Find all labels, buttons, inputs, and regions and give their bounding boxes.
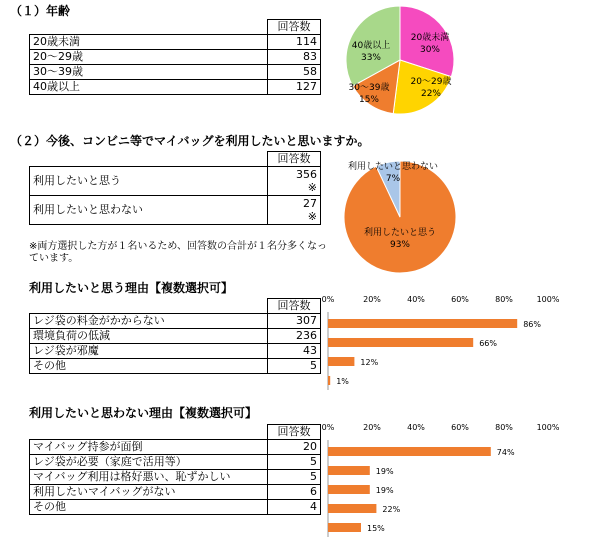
q2-row-value: 27 — [303, 197, 317, 210]
x-tick-label: 0% — [321, 423, 335, 432]
table-row — [30, 344, 321, 359]
bar-value-label: 86% — [523, 320, 541, 329]
q2-row-mark: ※ — [307, 210, 317, 223]
x-tick-label: 20% — [363, 295, 381, 304]
q4-header: 回答数 — [268, 425, 321, 440]
table-row — [30, 485, 321, 500]
q3-row-value: 5 — [268, 359, 321, 374]
table-row — [30, 455, 321, 470]
q2-row-value: 356 — [296, 168, 317, 181]
reasons-yes-bar-chart — [318, 292, 608, 392]
q4-corner — [30, 425, 268, 440]
table-row — [30, 50, 321, 65]
pie-value-label: 93% — [389, 240, 411, 250]
table-row — [30, 65, 321, 80]
table-row — [30, 500, 321, 515]
bar — [328, 376, 330, 385]
q1-row-label: 20～29歳 — [30, 50, 268, 65]
q4-table — [29, 424, 321, 515]
q3-title: 利用したいと思う理由【複数選択可】 — [29, 281, 234, 295]
q3-row-value: 43 — [268, 344, 321, 359]
q2-row-label: 利用したいと思わない — [30, 196, 268, 225]
reasons-no-bar-chart — [318, 420, 608, 545]
bar-value-label: 15% — [367, 524, 385, 533]
q3-table — [29, 298, 321, 374]
x-tick-label: 0% — [321, 295, 335, 304]
q2-row-label: 利用したいと思う — [30, 167, 268, 196]
table-row — [30, 80, 321, 95]
bar — [328, 357, 354, 366]
q3-row-value: 307 — [268, 314, 321, 329]
q2-corner — [30, 152, 268, 167]
q4-row-label: マイバッグ持参が面倒 — [30, 440, 268, 455]
q1-table — [29, 19, 321, 95]
bar-value-label: 22% — [382, 505, 401, 514]
q4-row-value: 6 — [268, 485, 321, 500]
bar-value-label: 19% — [375, 486, 394, 495]
table-row — [30, 470, 321, 485]
x-tick-label: 40% — [407, 423, 425, 432]
q1-row-value: 114 — [268, 35, 321, 50]
bar-value-label: 12% — [360, 358, 379, 367]
x-tick-label: 80% — [495, 423, 513, 432]
bar-value-label: 19% — [375, 467, 394, 476]
q2-table — [29, 151, 321, 225]
pie-category-label: 利用したいと思わない — [347, 162, 439, 172]
table-row — [30, 196, 321, 225]
pie-value-label: 22% — [420, 89, 442, 99]
q1-row-value: 127 — [268, 80, 321, 95]
q2-header: 回答数 — [268, 152, 321, 167]
q2-row-value-cell — [268, 196, 321, 225]
bar-value-label: 66% — [479, 339, 497, 348]
pie-category-label: 利用したいと思う — [363, 228, 437, 238]
q1-row-label: 40歳以上 — [30, 80, 268, 95]
pie-value-label: 30% — [419, 45, 441, 55]
q1-corner — [30, 20, 268, 35]
bar-value-label: 1% — [336, 377, 349, 386]
pie-category-label: 40歳以上 — [351, 41, 391, 51]
x-tick-label: 20% — [363, 423, 381, 432]
table-row — [30, 329, 321, 344]
q1-row-label: 20歳未満 — [30, 35, 268, 50]
q1-row-value: 58 — [268, 65, 321, 80]
pie-category-label: 20歳未満 — [410, 33, 450, 43]
q3-row-label: レジ袋が邪魔 — [30, 344, 268, 359]
age-pie-chart — [335, 2, 465, 118]
q3-row-label: その他 — [30, 359, 268, 374]
pie-value-label: 15% — [358, 95, 380, 105]
q4-row-value: 20 — [268, 440, 321, 455]
q4-row-value: 5 — [268, 470, 321, 485]
q1-row-value: 83 — [268, 50, 321, 65]
q4-row-label: その他 — [30, 500, 268, 515]
table-row — [30, 440, 321, 455]
q2-row-mark: ※ — [307, 181, 317, 194]
bar — [328, 338, 473, 347]
q3-row-label: 環境負荷の低減 — [30, 329, 268, 344]
q1-title: （１）年齢 — [10, 4, 71, 18]
pie-value-label: 33% — [360, 53, 382, 63]
q3-corner — [30, 299, 268, 314]
table-row — [30, 359, 321, 374]
bar-value-label: 74% — [496, 448, 515, 457]
q4-row-value: 5 — [268, 455, 321, 470]
pie-category-label: 20～29歳 — [410, 77, 452, 87]
q3-row-value: 236 — [268, 329, 321, 344]
q4-row-label: マイバッグ利用は格好悪い、恥ずかしい — [30, 470, 268, 485]
table-row — [30, 167, 321, 196]
q4-row-label: 利用したいマイバッグがない — [30, 485, 268, 500]
x-tick-label: 100% — [536, 423, 560, 432]
x-tick-label: 60% — [451, 295, 469, 304]
q3-row-label: レジ袋の料金がかからない — [30, 314, 268, 329]
q4-row-label: レジ袋が必要（家庭で活用等） — [30, 455, 268, 470]
q2-title: （２）今後、コンビニ等でマイバッグを利用したいと思いますか。 — [10, 134, 370, 148]
bar — [328, 523, 361, 532]
q3-header: 回答数 — [268, 299, 321, 314]
q4-title: 利用したいと思わない理由【複数選択可】 — [29, 406, 258, 420]
pie-category-label: 30～39歳 — [348, 83, 390, 93]
pie-value-label: 7% — [385, 174, 401, 184]
x-tick-label: 80% — [495, 295, 513, 304]
q2-note: ※両方選択した方が１名いるため、回答数の合計が１名分多くなっています。 — [29, 241, 327, 264]
bar — [328, 466, 370, 475]
intent-pie-chart — [335, 155, 465, 275]
x-tick-label: 40% — [407, 295, 425, 304]
bar — [328, 319, 517, 328]
x-tick-label: 60% — [451, 423, 469, 432]
q1-header: 回答数 — [268, 20, 321, 35]
x-tick-label: 100% — [536, 295, 560, 304]
q1-row-label: 30～39歳 — [30, 65, 268, 80]
bar — [328, 485, 370, 494]
q2-row-value-cell — [268, 167, 321, 196]
bar — [328, 447, 491, 456]
table-row — [30, 314, 321, 329]
bar — [328, 504, 376, 513]
q4-row-value: 4 — [268, 500, 321, 515]
table-row — [30, 35, 321, 50]
